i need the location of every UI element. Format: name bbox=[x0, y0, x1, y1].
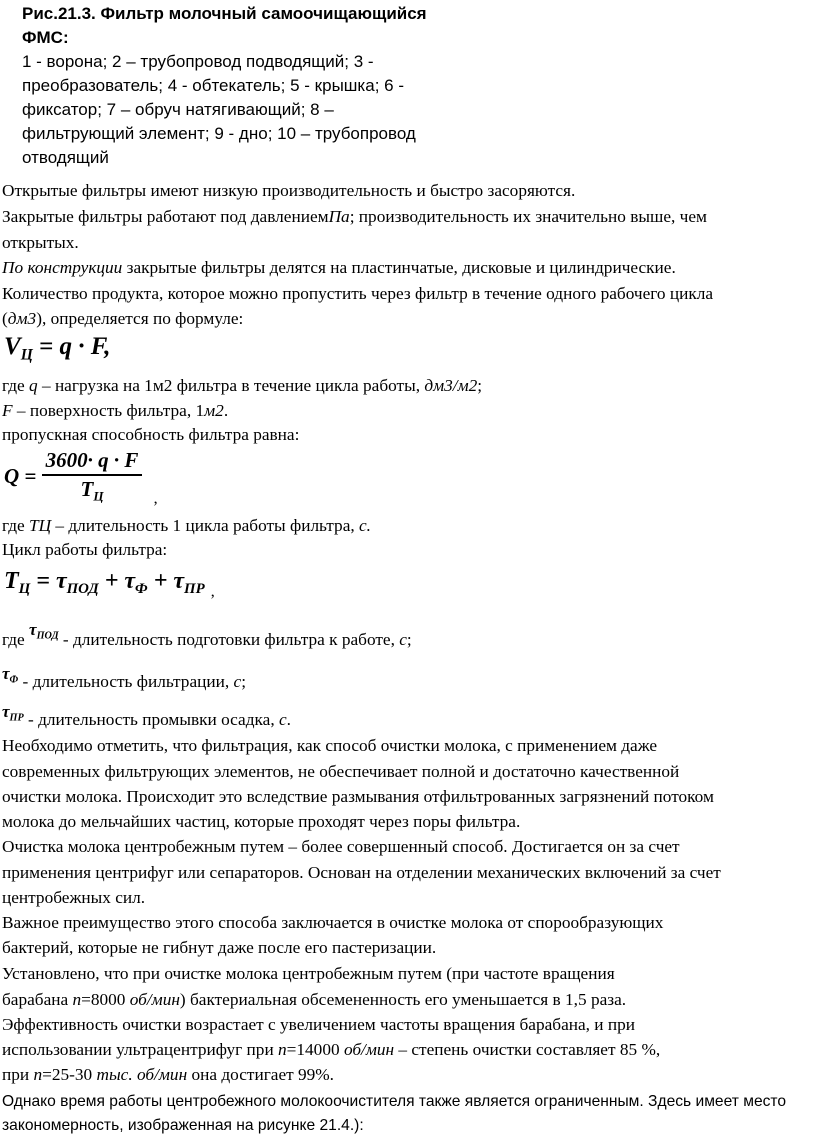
paragraph-note-cont: молока до мельчайших частиц, которые проходят через поры фильтра. bbox=[2, 812, 521, 831]
legend-line: 1 - ворона; 2 – трубопровод подводящий; 3 - bbox=[22, 52, 374, 71]
paragraph-design: По конструкции закрытые фильтры делятся на пластинчатые, дисковые и цилиндрические. bbox=[2, 258, 676, 277]
paragraph-where-tpod: где $\tau_{ПОД}$ - длительность подготовки фильтра к работе, с; bbox=[2, 620, 412, 649]
paragraph-established-cont: барабана n=8000 об/мин) бактериальная обсемененность его уменьшается в 1,5 раза. bbox=[2, 990, 627, 1009]
paragraph-note-cont: очистки молока. Происходит это вследствие размывания отфильтрованных загрязнений потоком bbox=[2, 787, 714, 806]
paragraph-time: Однако время работы центробежного молокоочистителя также является ограниченным. Здесь имеет место bbox=[2, 1093, 787, 1110]
paragraph-open-filters: Открытые фильтры имеют низкую производительность и быстро засоряются. bbox=[2, 181, 576, 200]
paragraph-note-cont: современных фильтрующих элементов, не обеспечивает полной и достаточно качественной bbox=[2, 762, 680, 781]
paragraph-where-q: где q – нагрузка на 1м2 фильтра в течение цикла работы, дм3/м2; bbox=[2, 376, 483, 395]
paragraph-efficiency-cont: при n=25-30 тыс. об/мин она достигает 99%. bbox=[2, 1065, 334, 1084]
paragraph-efficiency: Эффективность очистки возрастает с увеличением частоты вращения барабана, и при bbox=[2, 1015, 636, 1034]
paragraph-closed-filters: Закрытые фильтры работают под давлениемПа; производительность их значительно выше, чем bbox=[2, 207, 707, 226]
formula-volume: $V_Ц = q \cdot F$, bbox=[4, 333, 111, 364]
paragraph-efficiency-cont: использовании ультрацентрифуг при n=14000 об/мин – степень очистки составляет 85 %, bbox=[2, 1040, 661, 1059]
paragraph-centrifugal-cont: центробежных сил. bbox=[2, 888, 146, 907]
paragraph-amount: Количество продукта, которое можно пропустить через фильтр в течение одного рабочего цикла bbox=[2, 284, 714, 303]
paragraph-centrifugal: Очистка молока центробежным путем – более совершенный способ. Достигается он за счет bbox=[2, 837, 680, 856]
legend-line: преобразователь; 4 - обтекатель; 5 - крышка; 6 - bbox=[22, 76, 404, 95]
paragraph-capacity: пропускная способность фильтра равна: bbox=[2, 425, 300, 444]
paragraph-advantage-cont: бактерий, которые не гибнут даже после его пастеризации. bbox=[2, 938, 437, 957]
paragraph-where-t: где ТЦ – длительность 1 цикла работы фильтра, с. bbox=[2, 516, 371, 535]
figure-title: Рис.21.3. Фильтр молочный самоочищающийся bbox=[22, 4, 427, 23]
legend-line: отводящий bbox=[22, 148, 109, 167]
paragraph-established: Установлено, что при очистке молока центробежным путем (при частоте вращения bbox=[2, 964, 615, 983]
paragraph-tau-f: $\tau_Ф$ - длительность фильтрации, с; bbox=[2, 664, 246, 691]
fraction: $\frac{3600\cdot q \cdot F}{T_Ц}$ bbox=[42, 448, 143, 505]
formula-cycle: $T_Ц = \tau_{ПОД} + \tau_Ф + \tau_{ПР}$ $_,$ bbox=[4, 568, 215, 600]
paragraph-amount-cont: (дм3), определяется по формуле: bbox=[2, 309, 244, 328]
legend-line: фиксатор; 7 – обруч натягивающий; 8 – bbox=[22, 100, 334, 119]
paragraph-cycle: Цикл работы фильтра: bbox=[2, 540, 168, 559]
paragraph-centrifugal-cont: применения центрифуг или сепараторов. Основан на отделении механических включений за счет bbox=[2, 863, 721, 882]
legend-line: фильтрующий элемент; 9 - дно; 10 – трубопровод bbox=[22, 124, 416, 143]
paragraph-closed-filters-cont: открытых. bbox=[2, 233, 79, 252]
tau-f-symbol: $\tau_Ф$ bbox=[2, 664, 19, 686]
paragraph-advantage: Важное преимущество этого способа заключается в очистке молока от спорообразующих bbox=[2, 913, 664, 932]
paragraph-time-cont: закономерность, изображенная на рисунке 21.4.): bbox=[2, 1117, 364, 1134]
figure-caption bbox=[22, 2, 802, 170]
paragraph-tau-pr: $\tau_{ПР}$ - длительность промывки осадка, с. bbox=[2, 702, 291, 729]
paragraph-note: Необходимо отметить, что фильтрация, как способ очистки молока, с применением даже bbox=[2, 736, 658, 755]
paragraph-where-f: F – поверхность фильтра, 1м2. bbox=[2, 401, 229, 420]
figure-title-2: ФМС: bbox=[22, 28, 69, 47]
formula-capacity: Q = $\frac{3600\cdot q \cdot F}{T_Ц}$ $_,$ bbox=[4, 448, 158, 508]
tau-pod-symbol: $\tau_{ПОД}$ bbox=[29, 620, 59, 642]
tau-pr-symbol: $\tau_{ПР}$ bbox=[2, 702, 24, 724]
